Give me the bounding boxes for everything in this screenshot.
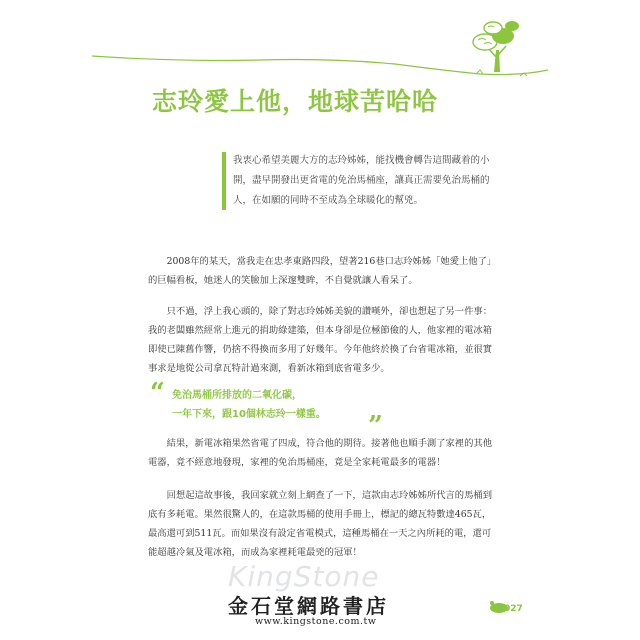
quote-close-mark: ” xyxy=(368,411,383,441)
intro-accent-bar xyxy=(222,152,226,210)
quote-line-2: 一年下來，跟10個林志玲一樣重。 xyxy=(172,409,326,420)
watermark-brand: KingStone xyxy=(228,560,380,593)
quote-open-mark: “ xyxy=(150,378,165,408)
watermark-name: 金石堂網路書店 xyxy=(228,594,389,618)
page-number: 027 xyxy=(504,604,523,614)
paragraph-text: 只不過，浮上我心頭的，除了對志玲姊姊美貌的讚嘆外，卻也想起了另一件事：我的老闆雖然經常上進元的捐助綠建築，但本身卻是位極節儉的人，他家裡的電冰箱即使已陳舊作響，仍捨不得換而多用了好幾年。今年他終於換了台省電冰箱，並很實事求是地從公司拿瓦特計過來測，看新冰箱到底省電多少。 xyxy=(148,306,492,374)
intro-text xyxy=(233,151,503,211)
quote-line-1: 免治馬桶所排放的二氧化碳， xyxy=(172,390,302,401)
body-paragraph-2 xyxy=(148,302,493,378)
intro-paragraph: 我衷心希望美麗大方的志玲姊姊，能找機會轉告這間藏着的小開，盡早開發出更省電的免治馬桶座，讓真正需要免治馬桶的人，在如願的同時不至成為全球暖化的幫兇。 xyxy=(233,155,490,206)
body-paragraph-3 xyxy=(148,434,493,472)
paragraph-text: 2008年的某天，當我走在忠孝東路四段，望著216巷口志玲姊姊「她愛上他了」的巨幅看板，她迷人的笑臉加上深邃雙眸，不自覺就讓人看呆了。 xyxy=(148,256,492,286)
watermark-url: www.kingstone.com.tw xyxy=(255,616,377,627)
body-paragraph-1 xyxy=(148,252,493,290)
paragraph-text: 結果，新電冰箱果然省電了四成，符合他的期待。接著他也順手測了家裡的其他電器，竟不經意地發現，家裡的免治馬桶座，竟是全家耗電最多的電器！ xyxy=(148,438,492,468)
page-title: 志玲愛上他，地球苦哈哈 xyxy=(152,87,439,116)
paragraph-text: 回想起這故事後，我回家就立刻上網查了一下，這款由志玲姊姊所代言的馬桶到底有多耗電。果然很驚人的，在這款馬桶的使用手冊上，標記的總瓦特數達465瓦，最高還可到511瓦。而如果沒有設定省電模式，這種馬桶在一天之內所耗的電，還可能超越冷氣及電冰箱，而成為家裡耗電最兇的冠軍！ xyxy=(148,490,492,558)
pull-quote xyxy=(172,386,392,424)
body-paragraph-4 xyxy=(148,486,493,562)
